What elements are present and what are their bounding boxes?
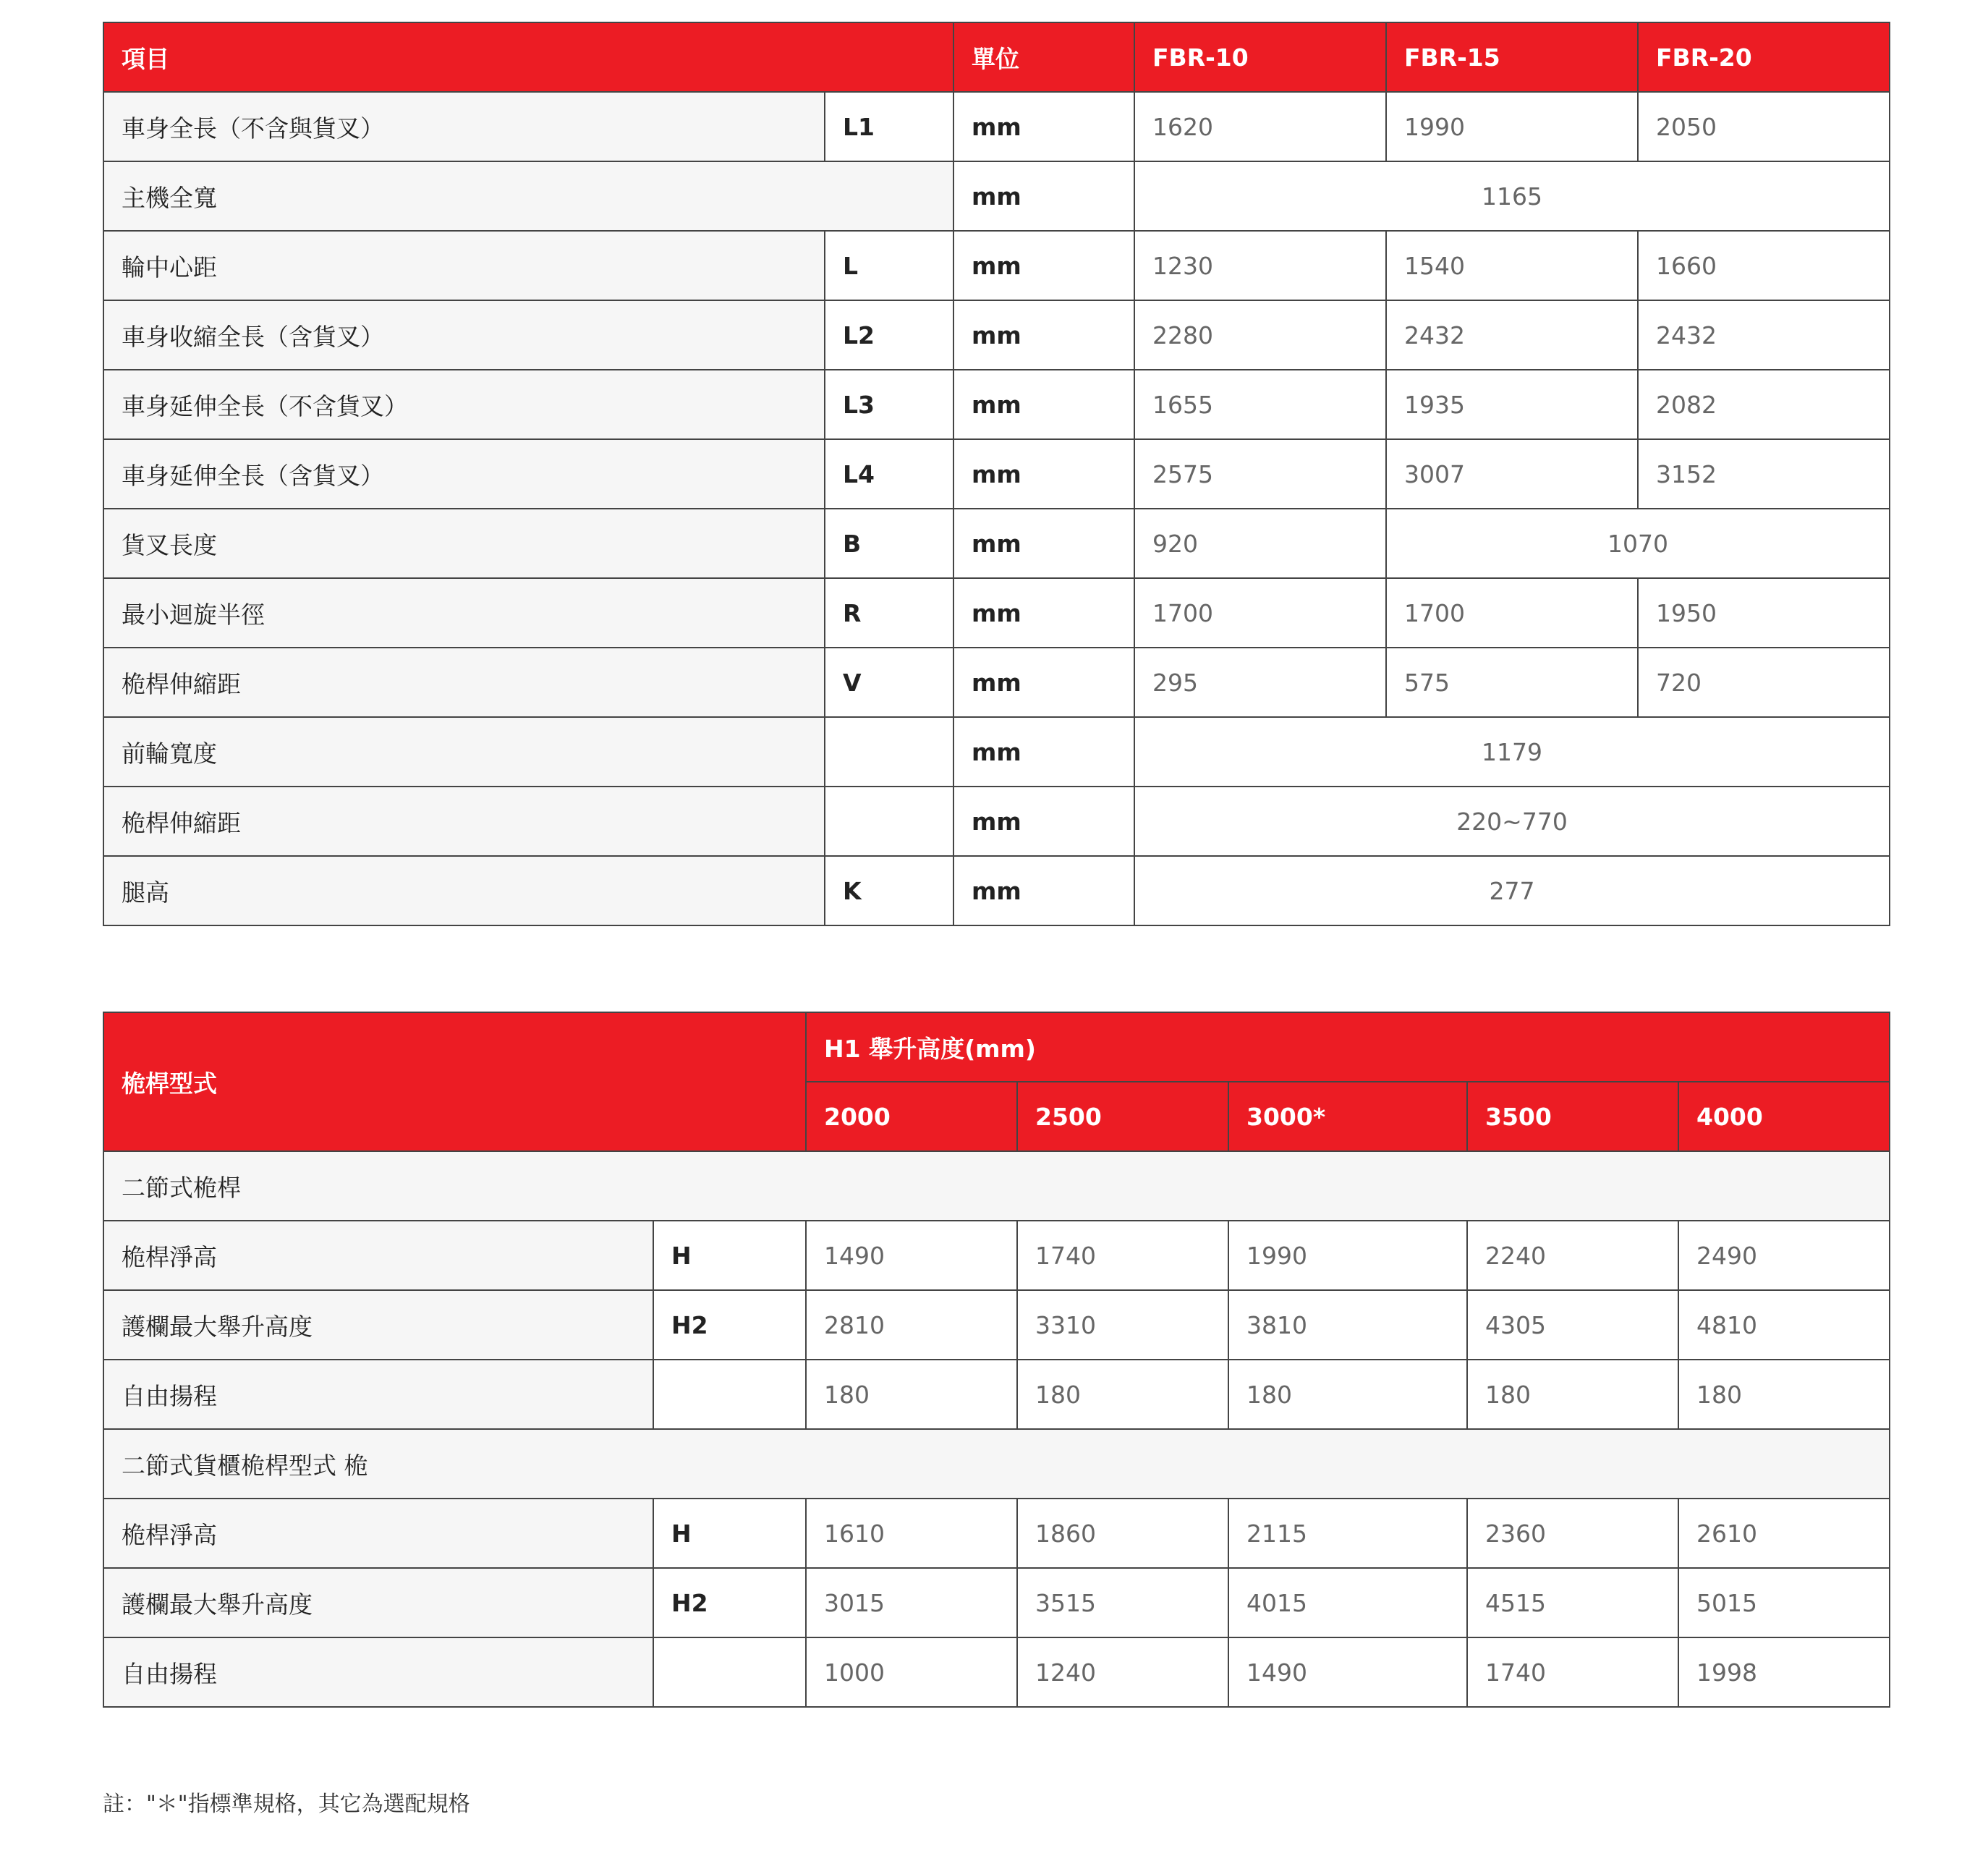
value-cell: 180: [1467, 1360, 1678, 1429]
table-row: [103, 1568, 1890, 1637]
value-cell: 2575: [1134, 439, 1386, 509]
value-cell: 4515: [1467, 1568, 1678, 1637]
value-cell: 1655: [1134, 370, 1386, 439]
row-label: 車身延伸全長（含貨叉）: [103, 439, 825, 509]
header-height: 4000: [1678, 1082, 1890, 1151]
row-unit: mm: [953, 92, 1134, 161]
mast-header-row: [103, 1012, 1890, 1082]
row-unit: mm: [953, 509, 1134, 578]
section-title: 二節式桅桿: [103, 1151, 1890, 1221]
dimensions-header-row: [103, 22, 1890, 92]
row-unit: mm: [953, 578, 1134, 648]
header-mast-type: 桅桿型式: [103, 1012, 806, 1151]
row-symbol: [825, 717, 953, 787]
table-row: [103, 578, 1890, 648]
value-cell: 4305: [1467, 1290, 1678, 1360]
row-label: 最小迴旋半徑: [103, 578, 825, 648]
footnote: 註："＊"指標準規格，其它為選配規格: [103, 1792, 470, 1817]
row-label: 自由揚程: [103, 1637, 653, 1707]
value-cell: 1700: [1134, 578, 1386, 648]
row-symbol: H: [653, 1221, 806, 1290]
table-row: [103, 787, 1890, 856]
value-cell: 1740: [1017, 1221, 1228, 1290]
table-row: [103, 1290, 1890, 1360]
value-cell: 1740: [1467, 1637, 1678, 1707]
value-cell: 4015: [1228, 1568, 1467, 1637]
value-cell: 3007: [1386, 439, 1638, 509]
table-row: [103, 439, 1890, 509]
row-label: 桅桿伸縮距: [103, 648, 825, 717]
value-cell: 1070: [1386, 509, 1890, 578]
value-cell: 277: [1134, 856, 1890, 925]
value-cell: 2082: [1638, 370, 1890, 439]
row-unit: mm: [953, 231, 1134, 300]
header-height: 2000: [806, 1082, 1017, 1151]
row-symbol: [653, 1637, 806, 1707]
header-model-fbr10: FBR-10: [1134, 22, 1386, 92]
value-cell: 3015: [806, 1568, 1017, 1637]
value-cell: 2810: [806, 1290, 1017, 1360]
table-row: [103, 856, 1890, 925]
value-cell: 1540: [1386, 231, 1638, 300]
value-cell: 220~770: [1134, 787, 1890, 856]
row-unit: mm: [953, 370, 1134, 439]
value-cell: 180: [806, 1360, 1017, 1429]
section-row: [103, 1429, 1890, 1499]
value-cell: 1240: [1017, 1637, 1228, 1707]
value-cell: 1990: [1228, 1221, 1467, 1290]
value-cell: 2280: [1134, 300, 1386, 370]
value-cell: 2432: [1386, 300, 1638, 370]
table-row: [103, 648, 1890, 717]
row-unit: mm: [953, 439, 1134, 509]
value-cell: 1950: [1638, 578, 1890, 648]
row-symbol: [653, 1360, 806, 1429]
table-row: [103, 1637, 1890, 1707]
table-row: [103, 231, 1890, 300]
value-cell: 1660: [1638, 231, 1890, 300]
table-row: [103, 300, 1890, 370]
value-cell: 295: [1134, 648, 1386, 717]
table-row: [103, 717, 1890, 787]
row-symbol: H: [653, 1499, 806, 1568]
value-cell: 3152: [1638, 439, 1890, 509]
header-item: 項目: [103, 22, 953, 92]
value-cell: 1165: [1134, 161, 1890, 231]
value-cell: 1998: [1678, 1637, 1890, 1707]
value-cell: 1000: [806, 1637, 1017, 1707]
value-cell: 180: [1017, 1360, 1228, 1429]
row-label: 自由揚程: [103, 1360, 653, 1429]
row-label: 前輪寬度: [103, 717, 825, 787]
row-symbol: V: [825, 648, 953, 717]
header-height: 2500: [1017, 1082, 1228, 1151]
table-row: [103, 1221, 1890, 1290]
value-cell: 1935: [1386, 370, 1638, 439]
row-symbol: R: [825, 578, 953, 648]
value-cell: 2240: [1467, 1221, 1678, 1290]
value-cell: 3310: [1017, 1290, 1228, 1360]
mast-table: [103, 1012, 1890, 1708]
header-height: 3000*: [1228, 1082, 1467, 1151]
table-row: [103, 1360, 1890, 1429]
row-symbol: L: [825, 231, 953, 300]
row-label: 車身收縮全長（含貨叉）: [103, 300, 825, 370]
section-title: 二節式貨櫃桅桿型式 桅: [103, 1429, 1890, 1499]
value-cell: 1490: [1228, 1637, 1467, 1707]
table-row: [103, 1499, 1890, 1568]
row-symbol: L3: [825, 370, 953, 439]
value-cell: 3515: [1017, 1568, 1228, 1637]
header-height: 3500: [1467, 1082, 1678, 1151]
value-cell: 2490: [1678, 1221, 1890, 1290]
value-cell: 2610: [1678, 1499, 1890, 1568]
header-unit: 單位: [953, 22, 1134, 92]
value-cell: 920: [1134, 509, 1386, 578]
value-cell: 1230: [1134, 231, 1386, 300]
value-cell: 1490: [806, 1221, 1017, 1290]
dimensions-table: [103, 22, 1890, 926]
row-label: 貨叉長度: [103, 509, 825, 578]
row-symbol: [825, 787, 953, 856]
value-cell: 180: [1678, 1360, 1890, 1429]
value-cell: 2115: [1228, 1499, 1467, 1568]
header-model-fbr15: FBR-15: [1386, 22, 1638, 92]
value-cell: 1610: [806, 1499, 1017, 1568]
row-symbol: K: [825, 856, 953, 925]
row-label: 車身全長（不含與貨叉）: [103, 92, 825, 161]
value-cell: 575: [1386, 648, 1638, 717]
value-cell: 1990: [1386, 92, 1638, 161]
value-cell: 1179: [1134, 717, 1890, 787]
value-cell: 1700: [1386, 578, 1638, 648]
value-cell: 1860: [1017, 1499, 1228, 1568]
row-unit: mm: [953, 300, 1134, 370]
table-row: [103, 92, 1890, 161]
row-label: 護欄最大舉升高度: [103, 1568, 653, 1637]
row-label: 主機全寬: [103, 161, 953, 231]
row-label: 桅桿淨高: [103, 1499, 653, 1568]
row-label: 輪中心距: [103, 231, 825, 300]
value-cell: 3810: [1228, 1290, 1467, 1360]
row-unit: mm: [953, 648, 1134, 717]
row-label: 護欄最大舉升高度: [103, 1290, 653, 1360]
value-cell: 720: [1638, 648, 1890, 717]
row-symbol: H2: [653, 1290, 806, 1360]
row-symbol: B: [825, 509, 953, 578]
value-cell: 4810: [1678, 1290, 1890, 1360]
row-unit: mm: [953, 717, 1134, 787]
value-cell: 5015: [1678, 1568, 1890, 1637]
header-model-fbr20: FBR-20: [1638, 22, 1890, 92]
row-symbol: L1: [825, 92, 953, 161]
value-cell: 2360: [1467, 1499, 1678, 1568]
row-unit: mm: [953, 787, 1134, 856]
value-cell: 2050: [1638, 92, 1890, 161]
table-row: [103, 509, 1890, 578]
row-unit: mm: [953, 161, 1134, 231]
row-label: 桅桿淨高: [103, 1221, 653, 1290]
value-cell: 1620: [1134, 92, 1386, 161]
table-row: [103, 161, 1890, 231]
table-row: [103, 370, 1890, 439]
row-symbol: H2: [653, 1568, 806, 1637]
row-label: 腿高: [103, 856, 825, 925]
row-symbol: L2: [825, 300, 953, 370]
value-cell: 180: [1228, 1360, 1467, 1429]
header-lift-height: H1 舉升高度(mm): [806, 1012, 1890, 1082]
section-row: [103, 1151, 1890, 1221]
row-symbol: L4: [825, 439, 953, 509]
row-label: 桅桿伸縮距: [103, 787, 825, 856]
value-cell: 2432: [1638, 300, 1890, 370]
row-unit: mm: [953, 856, 1134, 925]
row-label: 車身延伸全長（不含貨叉）: [103, 370, 825, 439]
